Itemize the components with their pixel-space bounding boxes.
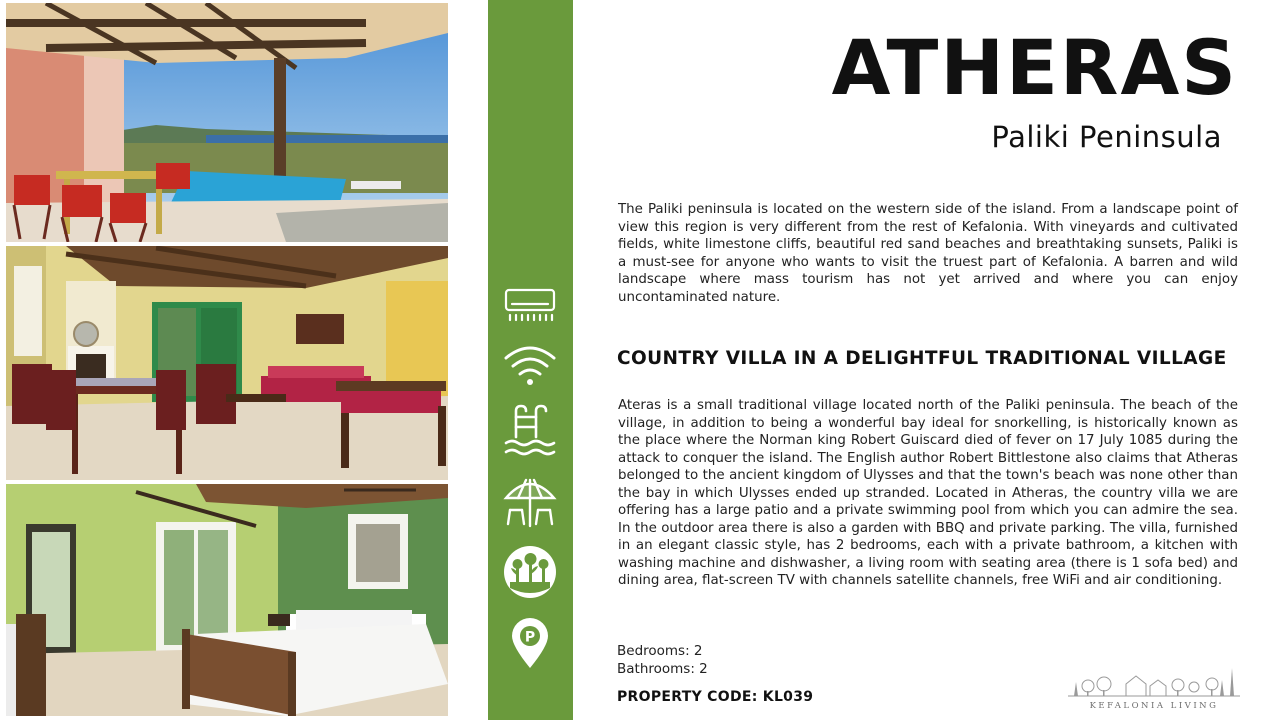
air-conditioner-icon xyxy=(502,280,558,336)
section-heading: COUNTRY VILLA IN A DELIGHTFUL TRADITIONAL VILLAGE xyxy=(617,348,1227,369)
logo-text: KEFALONIA LIVING xyxy=(1089,701,1219,711)
page-subtitle: Paliki Peninsula xyxy=(991,120,1222,154)
living-room-photo xyxy=(6,246,448,480)
svg-text:P: P xyxy=(524,629,536,646)
bedrooms-count: Bedrooms: 2 xyxy=(617,643,703,659)
bedroom-photo xyxy=(6,484,448,716)
beach-umbrella-icon xyxy=(502,474,558,530)
wifi-icon xyxy=(502,338,558,394)
description-paragraph: Ateras is a small traditional village located north of the Paliki peninsula. The beach of the village, in addition to being a wonderful bay ideal for snorkelling, is historically known as the place where the Norman king Robert Guiscard died of fever on 17 July 1085 during the attack to conquer the island. The English author Robert Bittlestone also claims that Atheras belonged to the ancient kingdom of Ulysses and that the town's beach was none other than the bay in which Ulysses ended up stranded. Located in Atheras, the country villa we are offering has a large patio and a private swimming pool from which you can admire the sea. In the outdoor area there is also a garden with BBQ and private parking. The villa, furnished in an elegant classic style, has 2 bedrooms, each with a private bathroom, a kitchen with washing machine and dishwasher, a living room with seating area (there is 1 sofa bed) and dining area, flat-screen TV with channels satellite channels, free WiFi and air conditioning. xyxy=(618,398,1238,588)
parking-icon xyxy=(502,616,558,672)
village-skyline-icon xyxy=(1066,660,1242,704)
property-facts xyxy=(617,642,708,678)
amenities-strip xyxy=(488,0,573,720)
property-code: PROPERTY CODE: KL039 xyxy=(617,689,814,705)
swimming-pool-icon xyxy=(502,403,558,459)
intro-paragraph: The Paliki peninsula is located on the western side of the island. From a landscape point of view this region is very different from the rest of Kefalonia. With vineyards and cultivated fields, white limestone cliffs, beautiful red sand beaches and breathtaking sunsets, Paliki is a must-see for anyone who wants to visit the truest part of Kefalonia. A barren and wild landscape where mass tourism has not yet arrived and where you can enjoy uncontaminated nature. xyxy=(618,202,1238,305)
garden-icon xyxy=(502,544,558,600)
page-title: ATHERAS xyxy=(831,23,1238,112)
kefalonia-living-logo xyxy=(1066,660,1242,716)
bathrooms-count: Bathrooms: 2 xyxy=(617,661,708,677)
patio-pool-photo xyxy=(6,3,448,242)
